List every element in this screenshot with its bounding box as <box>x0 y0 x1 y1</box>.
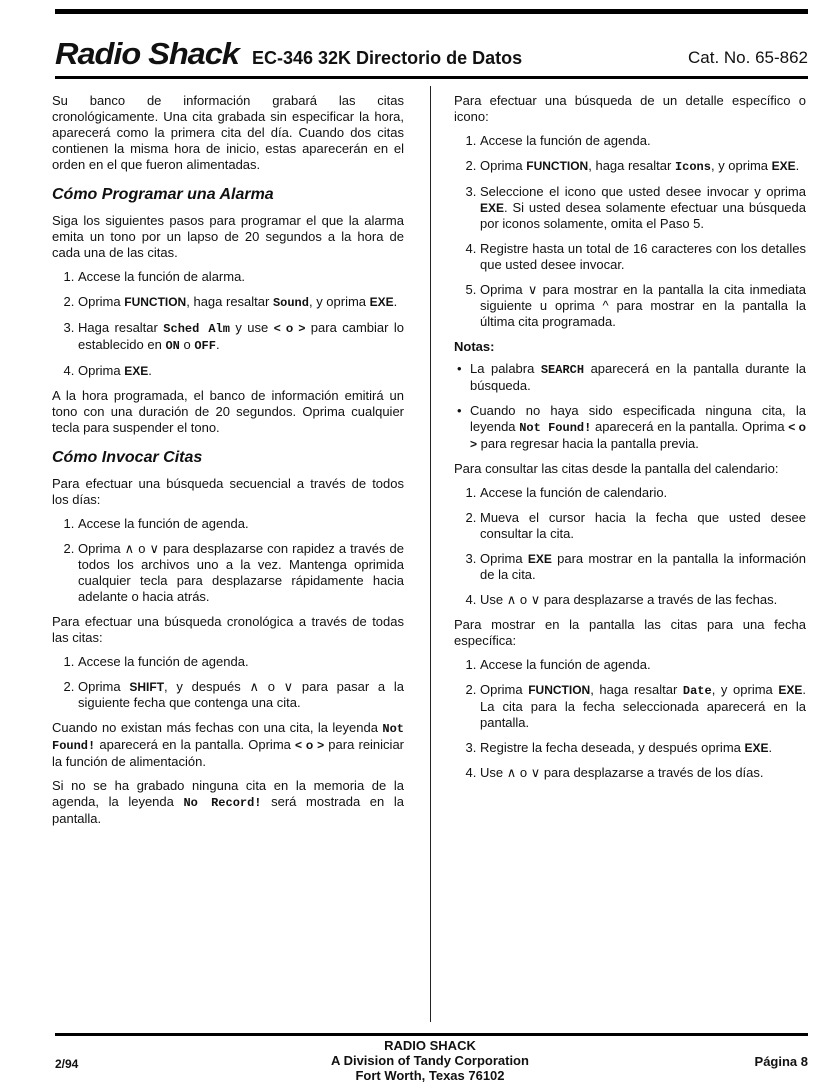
sequential-intro: Para efectuar una búsqueda secuencial a través de todos los días: <box>52 476 404 507</box>
list-item: 1. Accese la función de agenda. <box>78 654 404 670</box>
page-header <box>55 36 808 76</box>
section-heading-alarm: Cómo Programar una Alarma <box>52 186 274 203</box>
display-text: OFF <box>194 339 216 353</box>
list-item: 4. Use ∧ o ∨ para desplazarse a través de los días. <box>480 765 806 781</box>
date-steps <box>454 657 806 781</box>
section-heading-invoke: Cómo Invocar Citas <box>52 449 203 466</box>
list-item: 4. Registre hasta un total de 16 caracteres con los detalles que usted desee invocar. <box>480 241 806 273</box>
list-item: 1. Accese la función de alarma. <box>78 269 404 285</box>
footer-company <box>230 1038 630 1083</box>
brand-logo: Radio Shack <box>55 36 239 71</box>
column-divider <box>430 86 431 1022</box>
list-item: 1. Accese la función de agenda. <box>78 516 404 532</box>
list-item: 2. Oprima FUNCTION, haga resaltar Date, y oprima EXE. La cita para la fecha seleccionada aparecerá en la pantalla. <box>480 682 806 731</box>
date-intro: Para mostrar en la pantalla las citas para una fecha específica: <box>454 617 806 648</box>
list-item: 2. Oprima FUNCTION, haga resaltar Icons, y oprima EXE. <box>480 158 806 175</box>
key-label: < o > <box>470 420 806 451</box>
alarm-after: A la hora programada, el banco de información emitirá un tono con una duración de 20 segundos. Oprima cualquier tecla para suspender el tono. <box>52 388 404 435</box>
list-item: 1. Accese la función de agenda. <box>480 133 806 149</box>
key-label: EXE <box>480 201 505 215</box>
key-label: EXE <box>124 364 149 378</box>
top-rule <box>55 9 808 14</box>
key-label: EXE <box>771 159 796 173</box>
footer-line: Fort Worth, Texas 76102 <box>355 1068 505 1083</box>
calendar-intro: Para consultar las citas desde la pantalla del calendario: <box>454 461 779 476</box>
display-text: SEARCH <box>540 363 585 377</box>
chronological-intro: Para efectuar una búsqueda cronológica a través de todas las citas: <box>52 614 404 645</box>
catalog-number: Cat. No. 65-862 <box>687 48 808 67</box>
key-label: < o > <box>295 738 325 752</box>
key-label: FUNCTION <box>124 295 187 309</box>
key-label: FUNCTION <box>528 683 591 697</box>
display-text: Not Found! <box>52 722 404 753</box>
sequential-steps <box>52 516 404 605</box>
display-text: Sched Alm <box>163 322 230 336</box>
key-label: EXE <box>527 552 552 566</box>
alarm-intro: Siga los siguientes pasos para programar el que la alarma emita un tono por un lapso de 20 segundos a la hora de cada una de las citas. <box>52 213 404 260</box>
key-label: EXE <box>778 683 803 697</box>
list-item: 3. Registre la fecha deseada, y después oprima EXE. <box>480 740 806 756</box>
calendar-steps <box>454 485 806 608</box>
display-text: No Record! <box>183 796 262 810</box>
display-text: Sound <box>272 296 309 310</box>
display-text: Icons <box>674 160 711 174</box>
footer-date: 2/94 <box>55 1057 79 1071</box>
key-label: SHIFT <box>129 680 165 694</box>
key-label: EXE <box>744 741 769 755</box>
key-label: EXE <box>369 295 394 309</box>
list-item: 2. Oprima ∧ o ∨ para desplazarse con rapidez a través de todos los archivos uno a la vez. Mantenga oprimida cualquier tecla para desplazarse rápidamente hacia adelante o hacia atrás. <box>78 541 404 605</box>
list-item: 4. Use ∧ o ∨ para desplazarse a través de las fechas. <box>480 592 806 608</box>
list-item: 1. Accese la función de calendario. <box>480 485 806 501</box>
notes-list <box>454 361 806 452</box>
document-title: EC-346 32K Directorio de Datos <box>252 48 523 68</box>
no-record-paragraph: Si no se ha grabado ninguna cita en la memoria de la agenda, la leyenda No Record! será mostrada en la pantalla. <box>52 778 404 826</box>
list-item: 2. Oprima SHIFT, y después ∧ o ∨ para pasar a la siguiente fecha que contenga una cita. <box>78 679 404 711</box>
intro-paragraph: Su banco de información grabará las citas cronológicamente. Una cita grabada sin especificar la hora, aparecerá como la primera cita del día. Cuando dos citas contienen la misma hora de inicio, estas aparecerán en el orden en el que fueron alimentadas. <box>52 93 404 172</box>
alarm-steps <box>52 269 404 379</box>
list-item: 3. Oprima EXE para mostrar en la pantalla la información de la cita. <box>480 551 806 583</box>
right-column <box>454 93 806 790</box>
list-item: 4. Oprima EXE. <box>78 363 404 379</box>
footer-rule <box>55 1033 808 1036</box>
page-number: Página 8 <box>754 1054 808 1069</box>
display-text: Date <box>682 684 712 698</box>
icon-search-steps <box>454 133 806 330</box>
key-label: < o > <box>273 321 306 335</box>
list-item: 1. Accese la función de agenda. <box>480 657 806 673</box>
not-found-paragraph: Cuando no existan más fechas con una cita, la leyenda Not Found! aparecerá en la pantalla. Oprima < o > para reiniciar la función de alimentación. <box>52 720 404 769</box>
footer-line: A Division of Tandy Corporation <box>331 1053 529 1068</box>
list-item: • Cuando no haya sido especificada ninguna cita, la leyenda Not Found! aparecerá en la pantalla. Oprima < o > para regresar hacia la pantalla previa. <box>470 403 806 452</box>
key-label: FUNCTION <box>526 159 589 173</box>
list-item: 2. Mueva el cursor hacia la fecha que usted desee consultar la cita. <box>480 510 806 542</box>
header-rule <box>55 76 808 79</box>
left-column <box>52 93 404 835</box>
list-item: 2. Oprima FUNCTION, haga resaltar Sound, y oprima EXE. <box>78 294 404 311</box>
list-item: • La palabra SEARCH aparecerá en la pantalla durante la búsqueda. <box>470 361 806 394</box>
list-item: 3. Haga resaltar Sched Alm y use < o > para cambiar lo establecido en ON o OFF. <box>78 320 404 354</box>
list-item: 3. Seleccione el icono que usted desee invocar y oprima EXE. Si usted desea solamente efectuar una búsqueda por iconos solamente, omita el Paso 5. <box>480 184 806 232</box>
display-text: ON <box>165 339 180 353</box>
notes-heading: Notas: <box>454 339 495 354</box>
display-text: Not Found! <box>519 421 592 435</box>
icon-search-intro: Para efectuar una búsqueda de un detalle específico o icono: <box>454 93 806 124</box>
list-item: 5. Oprima ∨ para mostrar en la pantalla la cita inmediata siguiente u oprima ^ para mostrar en la pantalla la última cita programada. <box>480 282 806 330</box>
chronological-steps <box>52 654 404 711</box>
footer-line: RADIO SHACK <box>384 1038 476 1053</box>
